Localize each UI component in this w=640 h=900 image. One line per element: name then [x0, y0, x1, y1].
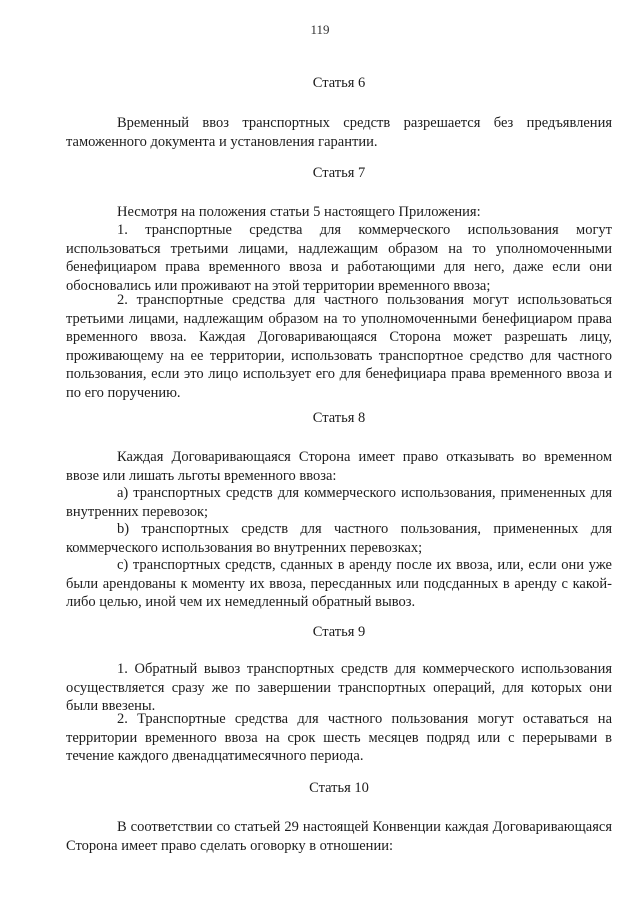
paragraph: Несмотря на положения статьи 5 настоящего Приложения:: [117, 204, 481, 220]
paragraph: 1. транспортные средства для коммерческого использования могут использоваться третьими лицами, надлежащим образом на то уполномоченными бенефициаром права временного ввоза и работающими для него, даже если они обосновались или проживают на этой территории временного ввоза;: [66, 222, 612, 294]
article-heading: Статья 8: [312, 410, 366, 426]
page-number: 119: [310, 22, 330, 37]
paragraph: c) транспортных средств, сданных в аренду после их ввоза, или, если они уже были арендованы к моменту их ввоза, пересданных или подсданных в аренду с какой-либо целью, иной чем их немедленный обратный вывоз.: [66, 557, 612, 611]
article-heading: Статья 10: [309, 780, 369, 796]
paragraph: a) транспортных средств для коммерческого использования, примененных для внутренних перевозок;: [66, 485, 612, 520]
paragraph: В соответствии со статьей 29 настоящей Конвенции каждая Договаривающаяся Сторона имеет право сделать оговорку в отношении:: [66, 819, 612, 854]
article-heading: Статья 6: [312, 75, 366, 91]
article-heading: Статья 9: [312, 624, 366, 640]
paragraph: 2. транспортные средства для частного пользования могут использоваться третьими лицами, надлежащим образом на то уполномоченными бенефициаром права временного ввоза. Каждая Договаривающаяся Сторона может разрешать лицу, проживающему на ее территории, использовать транспортное средство для частного пользования, если это лицо использует его для бенефициара права временного ввоза и по его поручению.: [66, 292, 612, 401]
article-heading: Статья 7: [312, 165, 366, 181]
paragraph: Каждая Договаривающаяся Сторона имеет право отказывать во временном ввозе или лишать льготы временного ввоза:: [66, 449, 612, 484]
paragraph: 1. Обратный вывоз транспортных средств для коммерческого использования осуществляется сразу же по завершении транспортных операций, для которых они были ввезены.: [66, 661, 612, 715]
paragraph: 2. Транспортные средства для частного пользования могут оставаться на территории временного ввоза на срок шесть месяцев подряд или с перерывами в течение каждого двенадцатимесячного периода.: [66, 711, 612, 765]
paragraph: Временный ввоз транспортных средств разрешается без предъявления таможенного документа и установления гарантии.: [66, 115, 612, 150]
paragraph: b) транспортных средств для частного пользования, примененных для коммерческого использования во внутренних перевозках;: [66, 521, 612, 556]
